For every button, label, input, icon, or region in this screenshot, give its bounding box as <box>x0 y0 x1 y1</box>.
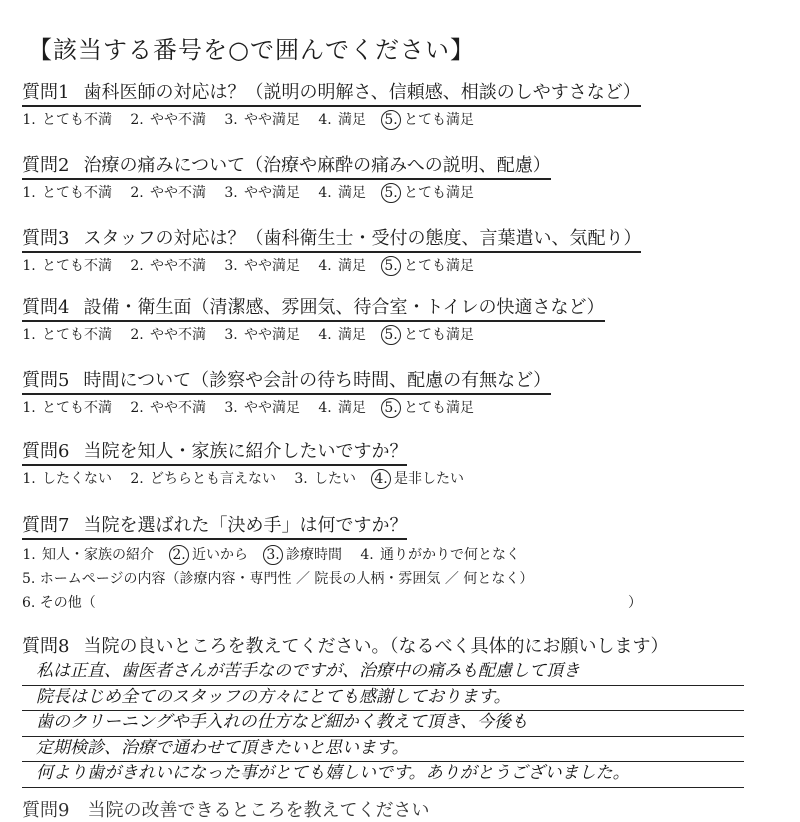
option-label: とても不満 <box>42 400 112 416</box>
option-1 <box>22 256 112 276</box>
option-number: 1. <box>22 471 36 487</box>
question-text: 当院を知人・家族に紹介したいですか？ <box>83 441 408 462</box>
question-number: 質問2 <box>22 155 70 176</box>
option-number: 4. <box>318 258 332 274</box>
option-other-close: ） <box>628 595 642 611</box>
option-4 <box>360 543 520 567</box>
option-label: 満足 <box>338 258 366 274</box>
option-2 <box>130 325 206 345</box>
option-number: 4. <box>360 547 374 563</box>
option-3 <box>294 469 356 489</box>
question-5 <box>22 370 551 418</box>
question-number: 質問4 <box>22 297 70 318</box>
option-number: 2. <box>130 185 144 201</box>
option-label: とても不満 <box>42 258 112 274</box>
option-4 <box>318 110 366 130</box>
option-label: 知人・家族の紹介 <box>42 547 154 563</box>
option-label: 満足 <box>338 185 366 201</box>
question-text: 歯科医師の対応は？（説明の明解さ、信頼感、相談のしやすさなど） <box>83 82 641 103</box>
options-row <box>22 110 641 130</box>
option-3 <box>224 398 300 418</box>
question-number: 質問6 <box>22 441 70 462</box>
option-1 <box>22 398 112 418</box>
option-label: やや不満 <box>150 327 206 343</box>
question-number: 質問5 <box>22 370 70 391</box>
option-number: 3. <box>224 185 238 201</box>
option-number: 3. <box>224 400 238 416</box>
option-line: 5. ホームページの内容（診療内容・専門性 ／ 院長の人柄・雰囲気 ／ 何となく） <box>22 571 534 587</box>
option-5 <box>384 110 474 130</box>
option-label: とても満足 <box>404 185 474 201</box>
option-2 <box>172 543 248 567</box>
selected-option-number: 5. <box>381 325 401 345</box>
option-label: やや満足 <box>244 327 300 343</box>
question-3 <box>22 228 641 276</box>
option-label: とても満足 <box>404 400 474 416</box>
option-label: したくない <box>42 471 112 487</box>
option-5 <box>384 398 474 418</box>
option-label: やや満足 <box>244 258 300 274</box>
option-label: やや不満 <box>150 400 206 416</box>
handwritten-line: 定期検診、治療で通わせて頂きたいと思います。 <box>22 737 744 763</box>
option-number: 4. <box>318 112 332 128</box>
question-text: 時間について（診察や会計の待ち時間、配慮の有無など） <box>83 370 552 391</box>
selected-option-number: 5. <box>381 183 401 203</box>
selected-option-number: 5. <box>381 110 401 130</box>
question-title <box>22 370 551 395</box>
option-3 <box>224 256 300 276</box>
option-label: とても不満 <box>42 185 112 201</box>
question-2 <box>22 155 551 203</box>
option-number: 1. <box>22 327 36 343</box>
selected-option-number: 5. <box>381 398 401 418</box>
question-1 <box>22 82 641 130</box>
selected-option-number: 3. <box>263 545 283 565</box>
option-1 <box>22 110 112 130</box>
question-text: 当院を選ばれた「決め手」は何ですか？ <box>83 515 408 536</box>
option-5 <box>384 183 474 203</box>
option-label: とても満足 <box>404 258 474 274</box>
options-row <box>22 256 641 276</box>
question-title <box>22 297 605 322</box>
question-title <box>22 636 668 659</box>
selected-option-number: 5. <box>381 256 401 276</box>
option-label: 通りがかりで何となく <box>380 547 520 563</box>
option-other <box>22 591 782 615</box>
question-text: スタッフの対応は？（歯科衛生士・受付の態度、言葉遣い、気配り） <box>83 228 642 249</box>
option-label: 診療時間 <box>286 547 342 563</box>
option-number: 3. <box>224 258 238 274</box>
option-number: 1. <box>22 258 36 274</box>
option-label: とても不満 <box>42 327 112 343</box>
question-text: 治療の痛みについて（治療や麻酔の痛みへの説明、配慮） <box>83 155 551 176</box>
option-number: 2. <box>130 258 144 274</box>
option-label: どちらとも言えない <box>150 471 276 487</box>
option-5 <box>384 256 474 276</box>
handwritten-line: 何より歯がきれいになった事がとても嬉しいです。ありがとうございました。 <box>22 762 744 788</box>
option-label: 是非したい <box>394 471 464 487</box>
option-2 <box>130 469 276 489</box>
option-2 <box>130 110 206 130</box>
question-title <box>22 515 407 540</box>
option-label: やや満足 <box>244 112 300 128</box>
selected-option-number: 4. <box>371 469 391 489</box>
option-3 <box>224 110 300 130</box>
option-label: 満足 <box>338 327 366 343</box>
question-6 <box>22 441 482 489</box>
question-8 <box>22 636 668 659</box>
option-other-label: 6. その他（ <box>22 595 96 611</box>
question-number: 質問8 <box>22 636 70 657</box>
question-title <box>22 155 551 180</box>
option-number: 2. <box>130 471 144 487</box>
option-number: 4. <box>318 185 332 201</box>
option-4 <box>318 398 366 418</box>
option-2 <box>130 398 206 418</box>
option-2 <box>130 256 206 276</box>
option-4 <box>318 183 366 203</box>
handwritten-line: 私は正直、歯医者さんが苦手なのですが、治療中の痛みも配慮して頂き <box>22 660 744 686</box>
handwritten-line: 歯のクリーニングや手入れの仕方など細かく教えて頂き、今後も <box>22 711 744 737</box>
option-4 <box>374 469 464 489</box>
option-label: 満足 <box>338 112 366 128</box>
option-number: 1. <box>22 400 36 416</box>
instruction-heading: 【該当する番号を○で囲んでください】 <box>28 36 475 64</box>
question-4 <box>22 297 605 345</box>
option-1 <box>22 325 112 345</box>
option-2 <box>130 183 206 203</box>
options-row <box>22 543 782 567</box>
option-number: 3. <box>224 112 238 128</box>
option-3 <box>224 325 300 345</box>
options-row <box>22 469 482 489</box>
option-label: やや不満 <box>150 112 206 128</box>
question-title <box>22 228 641 253</box>
question-7 <box>22 515 782 615</box>
option-label: 満足 <box>338 400 366 416</box>
option-3 <box>224 183 300 203</box>
option-number: 3. <box>294 471 308 487</box>
option-label: やや不満 <box>150 185 206 201</box>
option-1 <box>22 469 112 489</box>
question-9-partial: 質問9 当院の改善できるところを教えてください <box>22 800 430 821</box>
option-number: 2. <box>130 400 144 416</box>
option-1 <box>22 543 154 567</box>
question-title <box>22 82 641 107</box>
option-number: 4. <box>318 327 332 343</box>
option-number: 3. <box>224 327 238 343</box>
selected-option-number: 2. <box>169 545 189 565</box>
question-number: 質問1 <box>22 82 70 103</box>
options-row <box>22 325 605 345</box>
handwritten-answer <box>22 660 744 788</box>
option-label: やや満足 <box>244 400 300 416</box>
options-row <box>22 398 551 418</box>
option-4 <box>318 325 366 345</box>
option-3 <box>266 543 342 567</box>
option-label: とても満足 <box>404 327 474 343</box>
option-number: 2. <box>130 112 144 128</box>
option-label: やや満足 <box>244 185 300 201</box>
options-row <box>22 183 551 203</box>
question-title <box>22 441 407 466</box>
option-label: したい <box>314 471 356 487</box>
option-label: とても満足 <box>404 112 474 128</box>
option-number: 1. <box>22 547 36 563</box>
option-number: 1. <box>22 112 36 128</box>
option-label: とても不満 <box>42 112 112 128</box>
option-label: やや不満 <box>150 258 206 274</box>
option-5 <box>384 325 474 345</box>
option-number: 4. <box>318 400 332 416</box>
option-number: 2. <box>130 327 144 343</box>
question-text: 設備・衛生面（清潔感、雰囲気、待合室・トイレの快適さなど） <box>83 297 605 318</box>
option-label: 近いから <box>192 547 248 563</box>
question-number: 質問3 <box>22 228 70 249</box>
question-number: 質問7 <box>22 515 70 536</box>
option-1 <box>22 183 112 203</box>
option-4 <box>318 256 366 276</box>
handwritten-line: 院長はじめ全てのスタッフの方々にとても感謝しております。 <box>22 686 744 712</box>
option-number: 1. <box>22 185 36 201</box>
question-text: 当院の良いところを教えてください。（なるべく具体的にお願いします） <box>83 636 669 657</box>
